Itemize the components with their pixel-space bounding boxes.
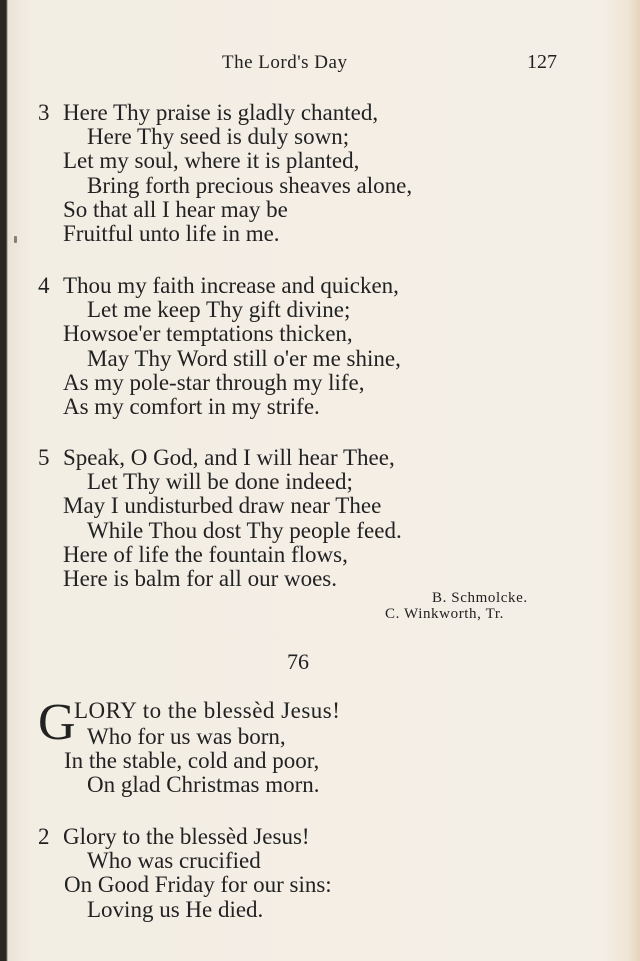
- first-line-rest: LORY to the blessèd Jesus!: [74, 698, 341, 723]
- verse-line-text: May I undisturbed draw near Thee: [63, 493, 382, 519]
- verse-line-text: Let my soul, where it is planted,: [63, 148, 360, 174]
- stanza-number: 2: [38, 824, 50, 849]
- page-speck: [14, 236, 17, 243]
- verse-line-text: Here Thy praise is gladly chanted,: [63, 100, 379, 125]
- page-number: 127: [527, 51, 557, 73]
- verse-line-text: So that all I hear may be: [63, 196, 288, 222]
- verse-line-text: As my comfort in my strife.: [63, 393, 320, 419]
- verse-line-text: Bring forth precious sheaves alone,: [87, 172, 413, 198]
- verse-line-text: On Good Friday for our sins:: [64, 872, 332, 898]
- hymn-number: 76: [287, 649, 309, 674]
- verse-line-text: Speak, O God, and I will hear Thee,: [63, 445, 395, 470]
- stanza-number: 5: [38, 445, 50, 470]
- verse-line-text: Here of life the fountain flows,: [63, 541, 348, 567]
- verse-line-text: Howsoe'er temptations thicken,: [63, 321, 353, 347]
- verse-line-text: Thou my faith increase and quicken,: [63, 273, 399, 298]
- verse-line-text: Let me keep Thy gift divine;: [87, 297, 351, 323]
- verse-line-text: On glad Christmas morn.: [87, 772, 320, 798]
- stanza-number: 4: [38, 273, 50, 298]
- verse-line-text: Glory to the blessèd Jesus!: [63, 824, 310, 849]
- verse-line-text: Who was crucified: [87, 848, 261, 874]
- verse-line-text: Here Thy seed is duly sown;: [87, 124, 350, 150]
- running-header-title: The Lord's Day: [222, 52, 348, 73]
- stanza-number: 3: [38, 100, 50, 125]
- author-attribution: B. Schmolcke.: [432, 590, 528, 606]
- verse-line-text: Loving us He died.: [87, 896, 264, 922]
- drop-cap: G: [38, 694, 76, 751]
- verse-line-text: Let Thy will be done indeed;: [87, 469, 353, 495]
- translator-attribution: C. Winkworth, Tr.: [385, 606, 504, 622]
- verse-line-text: Who for us was born,: [87, 724, 286, 749]
- verse-line-text: As my pole-star through my life,: [63, 369, 365, 395]
- verse-line-text: While Thou dost Thy people feed.: [87, 517, 402, 543]
- verse-line-text: May Thy Word still o'er me shine,: [87, 345, 401, 371]
- verse-line-text: Here is balm for all our woes.: [63, 565, 338, 591]
- verse-line-text: In the stable, cold and poor,: [64, 748, 320, 774]
- verse-line-text: Fruitful unto life in me.: [63, 220, 280, 246]
